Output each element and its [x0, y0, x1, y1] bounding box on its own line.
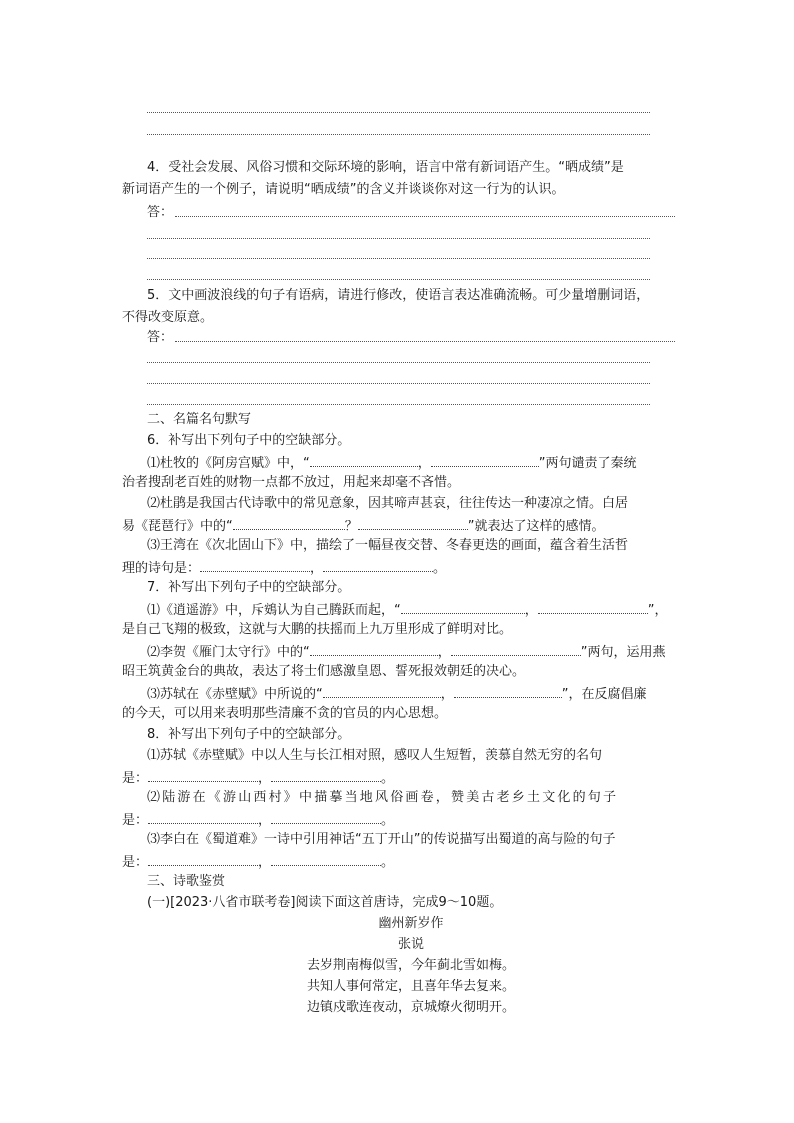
q8-item2-line2 [122, 809, 394, 831]
q7-item2-line1 [147, 641, 666, 663]
q6-item2-line2 [122, 515, 605, 537]
separator: ， [258, 813, 272, 828]
q6-item2-line1: ⑵杜鹃是我国古代诗歌中的常见意象，因其啼声甚哀，往往传达一种凄凉之情。白居 [147, 496, 629, 511]
q7-item3-line2: 的今天，可以用来表明那些清廉不贪的官员的内心思想。 [122, 706, 448, 721]
separator: ， [310, 561, 324, 576]
answer-line [147, 112, 650, 113]
poem-title: 幽州新岁作 [378, 916, 444, 931]
fill-blank[interactable] [310, 452, 418, 467]
q8-item2-line1 [147, 788, 618, 808]
period: 。 [381, 855, 395, 870]
q5-text-line2: 不得改变原意。 [122, 310, 214, 325]
q5-answer-line[interactable] [175, 341, 675, 342]
q7-item2-prefix: ⑵李贺《雁门太守行》中的“ [147, 645, 310, 660]
quote-end: ”， [647, 603, 668, 618]
separator: ， [437, 645, 451, 660]
separator: ， [258, 855, 272, 870]
fill-blank[interactable] [271, 767, 381, 782]
q7-item2-line2: 昭王筑黄金台的典故，表达了将士们感激皇恩、誓死报效朝廷的决心。 [122, 664, 526, 679]
q5-answer-line[interactable] [147, 383, 650, 384]
separator: ， [258, 771, 272, 786]
fill-blank[interactable] [271, 809, 381, 824]
poem-line: 去岁荆南梅似雪，今年蓟北雪如梅。 [306, 958, 515, 973]
q7-title: 7．补写出下列句子中的空缺部分。 [147, 580, 351, 595]
q4-text-line1: 4．受社会发展、风俗习惯和交际环境的影响，语言中常有新词语产生。“晒成绩”是 [147, 160, 624, 175]
q8-title: 8．补写出下列句子中的空缺部分。 [147, 727, 351, 742]
q4-answer-line[interactable] [175, 216, 675, 217]
poem-line: 边镇戍歌连夜动，京城燎火彻明开。 [306, 1000, 515, 1015]
q6-item3-line2 [122, 557, 446, 579]
q7-item2-suffix: ”两句，运用燕 [580, 645, 666, 660]
q8-item3-line1: ⑶李白在《蜀道难》一诗中引用神话“五丁开山”的传说描写出蜀道的高与险的句子 [147, 832, 616, 847]
q5-answer-label: 答： [147, 330, 174, 345]
q6-item2-prefix: 易《琵琶行》中的“ [122, 519, 233, 534]
fill-blank[interactable] [233, 515, 345, 530]
q4-answer-line[interactable] [147, 238, 650, 239]
separator: ， [440, 687, 454, 702]
section3-heading: 三、诗歌鉴赏 [147, 874, 226, 889]
q7-item3-prefix: ⑶苏轼在《赤壁赋》中所说的“ [147, 687, 323, 702]
fill-blank[interactable] [454, 683, 562, 698]
q8-item1-prefix: 是： [122, 771, 149, 786]
fill-blank[interactable] [271, 851, 381, 866]
q8-item2-text: ⑵陆游在《游山西村》中描摹当地风俗画卷，赞美古老乡土文化的句子 [147, 790, 619, 805]
poem-line: 共知人事何常定，且喜年华去复来。 [306, 979, 515, 994]
period: 。 [381, 771, 395, 786]
answer-line [147, 134, 650, 135]
q8-item1-line1: ⑴苏轼《赤壁赋》中以人生与长江相对照，感叹人生短暂，羡慕自然无穷的名句 [147, 748, 603, 763]
q7-item1-prefix: ⑴《逍遥游》中，斥鴳认为自己腾跃而起，“ [147, 603, 401, 618]
fill-blank[interactable] [538, 599, 648, 614]
q7-item1-line2: 是自己飞翔的极致，这就与大鹏的扶摇而上九万里形成了鲜明对比。 [122, 622, 513, 637]
q6-item3-line1: ⑶王湾在《次北固山下》中，描绘了一幅昼夜交替、冬春更迭的画面，蕴含着生活哲 [147, 538, 629, 553]
separator: ？ [344, 519, 358, 534]
q6-item1-line1 [147, 452, 637, 474]
fill-blank[interactable] [431, 452, 539, 467]
q4-text-line2: 新词语产生的一个例子，请说明“晒成绩”的含义并谈谈你对这一行为的认识。 [122, 182, 565, 197]
fill-blank[interactable] [310, 641, 438, 656]
period: 。 [433, 561, 447, 576]
q8-item2-prefix: 是： [122, 813, 149, 828]
q7-item3-line1 [147, 683, 647, 705]
poem-author: 张说 [397, 937, 424, 952]
q6-item1-suffix: ”两句谴责了秦统 [538, 456, 637, 471]
q5-answer-line[interactable] [147, 404, 650, 405]
section3-intro: (一)[2023·八省市联考卷]阅读下面这首唐诗，完成9～10题。 [147, 895, 503, 910]
fill-blank[interactable] [323, 683, 441, 698]
q6-title: 6．补写出下列句子中的空缺部分。 [147, 433, 351, 448]
fill-blank[interactable] [323, 557, 433, 572]
separator: ， [417, 456, 431, 471]
q5-answer-line[interactable] [147, 362, 650, 363]
fill-blank[interactable] [148, 851, 258, 866]
q6-item1-line2: 治者搜刮老百姓的财物一点都不放过，用起来却毫不吝惜。 [122, 475, 461, 490]
q8-item3-line2 [122, 851, 394, 873]
q7-item3-suffix: ”，在反腐倡廉 [561, 687, 647, 702]
q7-item1-line1 [147, 599, 668, 621]
q4-answer-label: 答： [147, 205, 174, 220]
q4-answer-line[interactable] [147, 279, 650, 280]
fill-blank[interactable] [200, 557, 310, 572]
q5-text-line1: 5．文中画波浪线的句子有语病，请进行修改，使语言表达准确流畅。可少量增删词语， [147, 288, 650, 303]
fill-blank[interactable] [148, 767, 258, 782]
fill-blank[interactable] [358, 515, 468, 530]
q4-answer-line[interactable] [147, 258, 650, 259]
q8-item1-line2 [122, 767, 394, 789]
fill-blank[interactable] [148, 809, 258, 824]
separator: ， [524, 603, 538, 618]
section2-heading: 二、名篇名句默写 [147, 412, 252, 427]
fill-blank[interactable] [401, 599, 525, 614]
fill-blank[interactable] [451, 641, 581, 656]
q8-item3-prefix: 是： [122, 855, 149, 870]
q6-item1-prefix: ⑴杜牧的《阿房宫赋》中，“ [147, 456, 310, 471]
q6-item2-suffix: ”就表达了这样的感情。 [467, 519, 605, 534]
q6-item3-prefix: 理的诗句是： [122, 561, 201, 576]
period: 。 [381, 813, 395, 828]
